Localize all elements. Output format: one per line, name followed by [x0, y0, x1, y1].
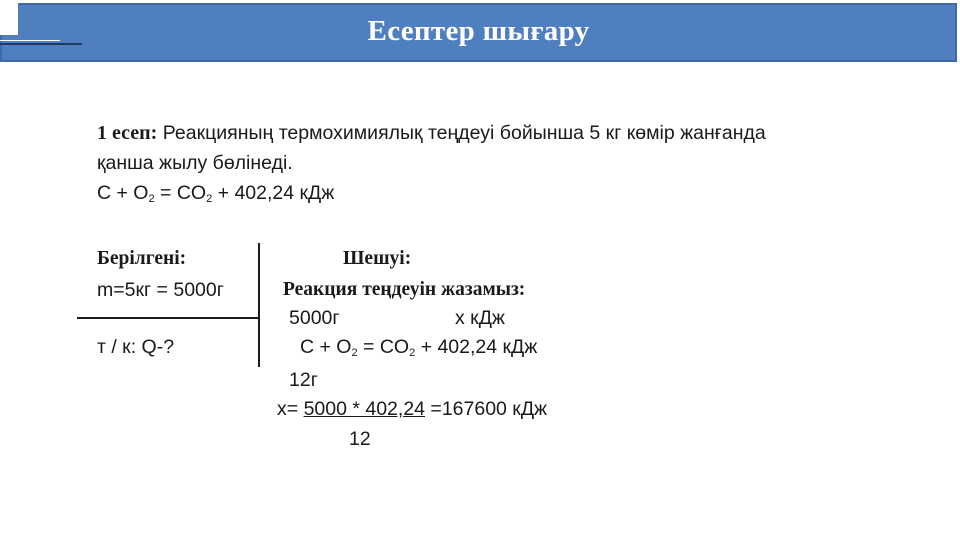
calc-denominator: 12: [349, 428, 371, 450]
given-divider-vertical: [258, 243, 260, 367]
given-divider-horizontal: [77, 317, 260, 319]
equation-product: = CO: [154, 182, 207, 204]
equation-o-subscript: 2: [148, 193, 155, 205]
equation-co-subscript: 2: [206, 193, 213, 205]
problem-statement: [97, 118, 897, 178]
equation-heat: + 402,24 кДж: [212, 182, 335, 204]
problem-text-line1: Реакцияның термохимиялық теңдеуі бойынша 5 кг көмір жанғанда: [162, 122, 766, 144]
solution-mass-above: 5000г: [289, 307, 340, 329]
slide-title: Есептер шығару: [367, 15, 590, 47]
problem-label: 1 есеп:: [97, 122, 158, 144]
given-mass: m=5кг = 5000г: [97, 279, 224, 301]
corner-accent-thin: [0, 40, 60, 41]
solution-molar-mass: 12г: [289, 369, 318, 391]
problem-text-line2: қанша жылу бөлінеді.: [97, 152, 293, 174]
solution-subheading: Реакция теңдеуін жазамыз:: [283, 279, 526, 300]
find-quantity: т / к: Q-?: [97, 336, 175, 358]
solution-equation-heat: + 402,24 кДж: [415, 336, 538, 358]
equation-reactant: C + O: [97, 182, 149, 204]
corner-decoration: [0, 3, 18, 35]
calc-result: =167600 кДж: [425, 398, 548, 420]
solution-equation: [300, 336, 537, 359]
given-heading: Берілгені:: [97, 248, 187, 269]
thermochemical-equation: [97, 182, 334, 205]
calc-numerator: 5000 * 402,24: [303, 398, 426, 420]
solution-calculation: [277, 398, 547, 421]
corner-accent-line: [0, 43, 82, 45]
solution-equation-co-subscript: 2: [409, 347, 416, 359]
solution-heat-above: х кДж: [455, 307, 505, 329]
solution-equation-reactant: C + O: [300, 336, 352, 358]
title-banner: [0, 3, 957, 62]
solution-equation-o-subscript: 2: [351, 347, 358, 359]
solution-equation-product: = CO: [357, 336, 410, 358]
calc-prefix: х=: [277, 398, 304, 420]
solution-heading: Шешуі:: [343, 248, 412, 269]
